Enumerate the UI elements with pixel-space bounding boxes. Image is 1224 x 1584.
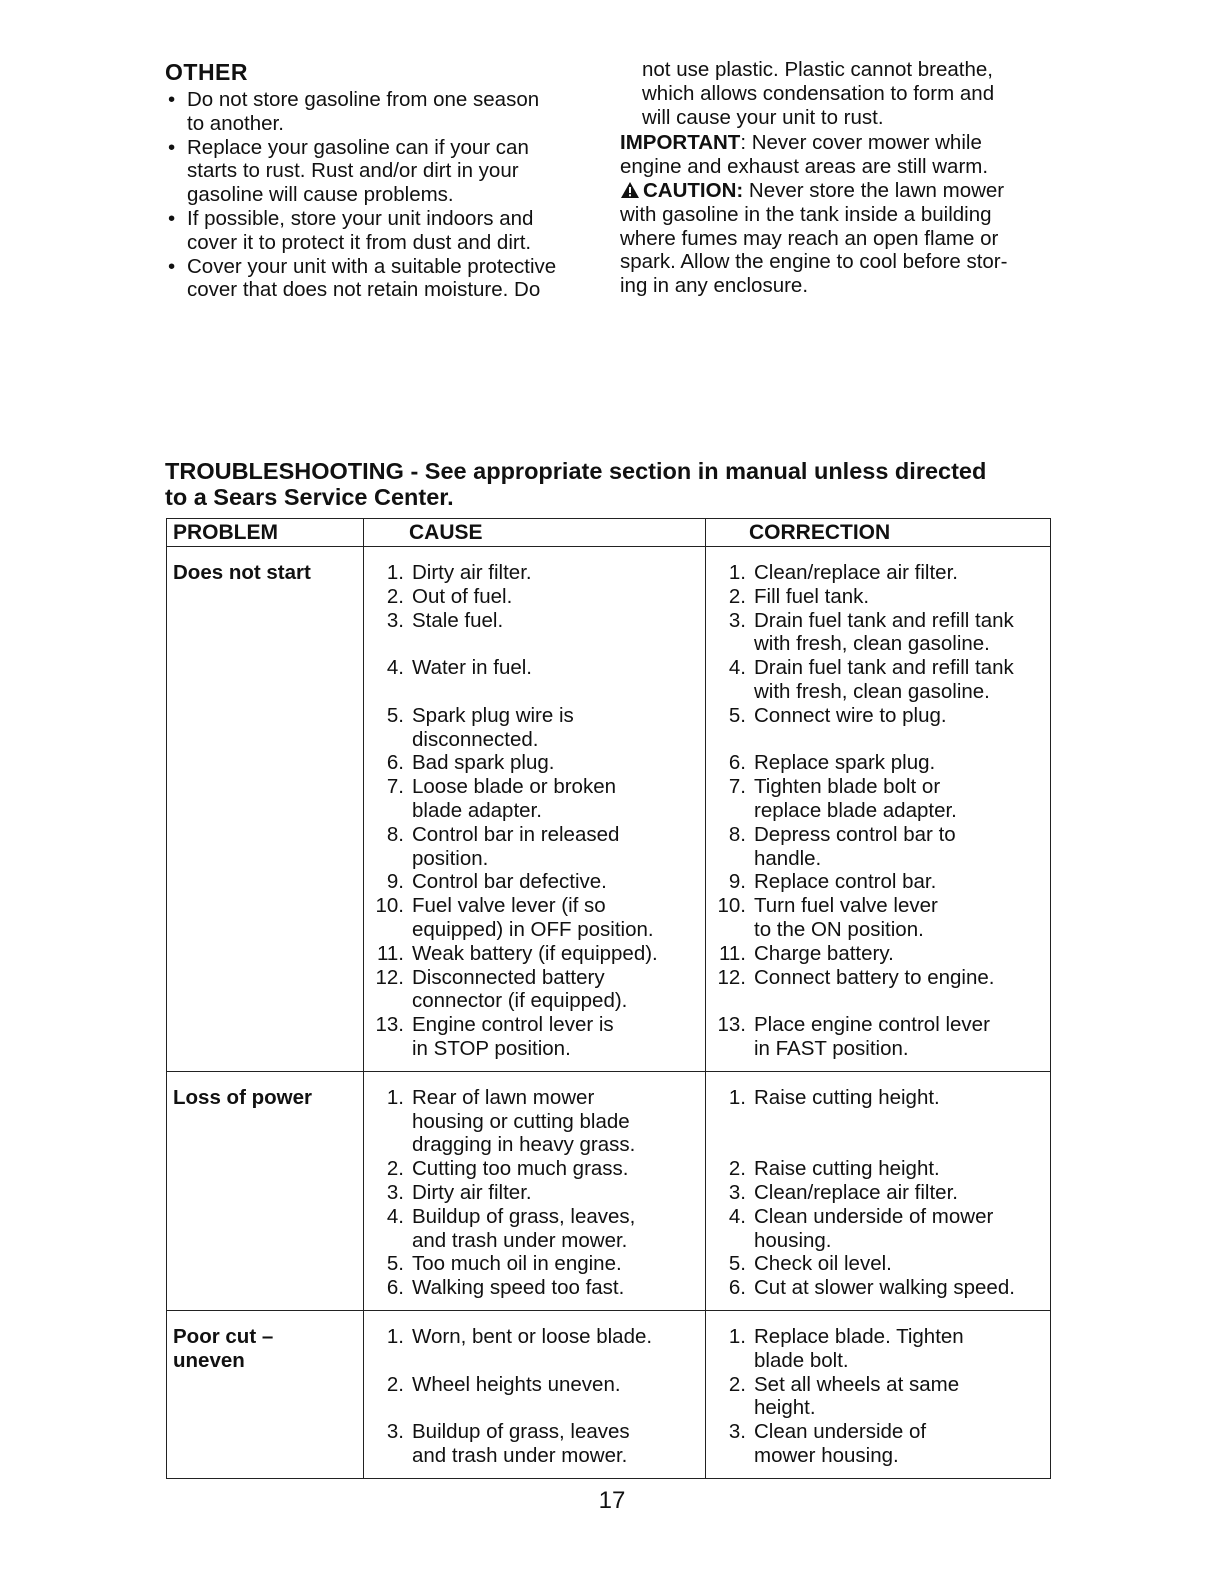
item-text: disconnected.: [412, 727, 539, 751]
list-item: [712, 1420, 1044, 1444]
item-text: Engine control lever is: [412, 1013, 614, 1037]
item-number: 5.: [386, 703, 404, 727]
item-number: 8.: [728, 822, 746, 846]
item-number: 1.: [386, 1324, 404, 1348]
item-number: 6.: [386, 751, 404, 775]
item-text: replace blade adapter.: [754, 798, 957, 822]
item-text: Drain fuel tank and refill tank: [754, 608, 1014, 632]
item-text: Buildup of grass, leaves: [412, 1420, 630, 1444]
title-line: TROUBLESHOOTING - See appropriate section in manual unless directed: [165, 458, 987, 484]
list-item: [370, 989, 699, 1013]
list-item: • If possible, store your unit indoors and cover it to protect it from dust and dirt.: [165, 207, 605, 255]
problem-cell: [167, 1310, 364, 1478]
list-item: [370, 1325, 699, 1349]
item-number: [370, 1110, 412, 1134]
item-text: Turn fuel valve lever: [754, 894, 938, 918]
item-text: Buildup of grass, leaves,: [412, 1204, 636, 1228]
item-number: 5.: [728, 703, 746, 727]
list-item: [712, 1157, 1044, 1181]
item-text: Water in fuel.: [412, 656, 533, 680]
list-item: [370, 632, 699, 656]
item-number: [712, 1396, 754, 1420]
item-text: Clean underside of mower: [754, 1204, 994, 1228]
item-number: 6.: [728, 1276, 746, 1300]
cause-cell: [364, 547, 706, 1072]
page-number: 17: [598, 1487, 626, 1514]
item-number: 4.: [386, 656, 404, 680]
item-text: Too much oil in engine.: [412, 1252, 622, 1276]
item-number: 12.: [375, 965, 404, 989]
item-number: 2.: [386, 1372, 404, 1396]
item-number: [370, 1133, 412, 1157]
item-number: 1.: [386, 561, 404, 584]
list-item: [712, 632, 1044, 656]
caution-text: with gasoline in the tank inside a building: [620, 202, 992, 226]
item-text: Cutting too much grass.: [412, 1157, 629, 1181]
list-item: [712, 1373, 1044, 1397]
item-text: position.: [412, 846, 489, 870]
bullet-line: cover that does not retain moisture. Do: [187, 278, 541, 302]
item-number: 13.: [375, 1013, 404, 1037]
cause-cell: [364, 1071, 706, 1310]
problem-cell: [167, 1071, 364, 1310]
other-heading: OTHER: [165, 59, 248, 85]
item-number: 4.: [728, 1204, 746, 1228]
correction-cell: [706, 547, 1051, 1072]
item-number: [370, 1444, 412, 1468]
list-item: • Do not store gasoline from one season to another.: [165, 88, 605, 136]
bullet-line: cover it to protect it from dust and dirt.: [187, 230, 532, 254]
list-item: [370, 823, 699, 847]
item-number: 3.: [386, 1180, 404, 1204]
list-item: [370, 966, 699, 990]
item-text: Dirty air filter.: [412, 561, 532, 584]
correction-cell: [706, 1071, 1051, 1310]
item-number: [370, 728, 412, 752]
cause-cell: [364, 1310, 706, 1478]
item-text: Weak battery (if equipped).: [412, 941, 658, 965]
list-item: [370, 1157, 699, 1181]
item-text: Drain fuel tank and refill tank: [754, 656, 1014, 680]
item-text: Bad spark plug.: [412, 751, 555, 775]
item-number: [712, 1229, 754, 1253]
item-number: 6.: [386, 1276, 404, 1300]
item-text: Stale fuel.: [412, 608, 504, 632]
bullet-line: to another.: [187, 111, 284, 135]
list-item: [712, 942, 1044, 966]
item-text: Fuel valve lever (if so: [412, 894, 606, 918]
list-item: [370, 1037, 699, 1061]
list-item: [712, 1205, 1044, 1229]
list-item: [712, 1013, 1044, 1037]
item-text: Disconnected battery: [412, 965, 605, 989]
list-item: [370, 1086, 699, 1110]
list-item: [370, 1229, 699, 1253]
item-text: Raise cutting height.: [754, 1085, 940, 1109]
problem-cell: [167, 547, 364, 1072]
list-item: [712, 1133, 1044, 1157]
list-item: [370, 1205, 699, 1229]
item-text: height.: [754, 1396, 816, 1420]
item-text: Connect battery to engine.: [754, 965, 995, 989]
list-item: [370, 918, 699, 942]
item-text: Tighten blade bolt or: [754, 775, 941, 799]
item-number: 13.: [717, 1013, 746, 1037]
important-note: [620, 131, 1060, 179]
continuation-line: which allows condensation to form and: [642, 81, 995, 105]
item-number: [370, 918, 412, 942]
item-number: 1.: [728, 1324, 746, 1348]
item-number: 8.: [386, 822, 404, 846]
list-item: [712, 561, 1044, 585]
list-item: [370, 1349, 699, 1373]
caution-label: CAUTION:: [643, 178, 744, 202]
item-number: [712, 1444, 754, 1468]
item-number: 5.: [386, 1252, 404, 1276]
item-number: [370, 1229, 412, 1253]
item-number: 4.: [386, 1204, 404, 1228]
item-number: [370, 1037, 412, 1061]
table-row: [167, 547, 1051, 1072]
list-item: [712, 799, 1044, 823]
list-item: [370, 1373, 699, 1397]
problem-text: Does not start: [173, 561, 311, 584]
item-text: Fill fuel tank.: [754, 584, 870, 608]
list-item: [370, 942, 699, 966]
bullet-continuation: [620, 58, 1060, 129]
item-text: [412, 632, 699, 656]
item-number: 2.: [728, 584, 746, 608]
list-item: [712, 1252, 1044, 1276]
list-item: [712, 918, 1044, 942]
list-item: [370, 775, 699, 799]
other-section-right: [620, 58, 1060, 298]
item-text: Clean/replace air filter.: [754, 1180, 958, 1204]
caution-text: Never store the lawn mower: [743, 178, 1005, 202]
item-text: in FAST position.: [754, 1036, 909, 1060]
item-text: [754, 728, 1044, 752]
item-text: Replace spark plug.: [754, 751, 936, 775]
list-item: [370, 1444, 699, 1468]
item-number: [712, 1133, 754, 1157]
item-number: [712, 632, 754, 656]
item-text: Out of fuel.: [412, 584, 513, 608]
item-number: [370, 989, 412, 1013]
item-number: 7.: [728, 775, 746, 799]
item-number: 3.: [728, 1420, 746, 1444]
troubleshooting-title: [165, 458, 1065, 510]
item-number: 12.: [717, 965, 746, 989]
item-number: [712, 847, 754, 871]
item-text: Connect wire to plug.: [754, 703, 947, 727]
item-number: 3.: [386, 608, 404, 632]
table-row: [167, 1310, 1051, 1478]
list-item: [712, 870, 1044, 894]
item-number: 11.: [719, 941, 746, 965]
item-text: [754, 1133, 1044, 1157]
list-item: [370, 1252, 699, 1276]
list-item: [712, 680, 1044, 704]
item-number: [370, 1349, 412, 1373]
list-item: [370, 1420, 699, 1444]
problem-text: Poor cut –: [173, 1324, 274, 1348]
item-number: 5.: [728, 1252, 746, 1276]
item-text: Replace control bar.: [754, 870, 937, 894]
item-text: with fresh, clean gasoline.: [754, 632, 990, 656]
list-item: [370, 1276, 699, 1300]
list-item: [712, 1110, 1044, 1134]
title-line: to a Sears Service Center.: [165, 484, 454, 510]
list-item: [370, 656, 699, 680]
item-text: Wheel heights uneven.: [412, 1372, 621, 1396]
caution-text: spark. Allow the engine to cool before stor-: [620, 250, 1008, 274]
item-text: Set all wheels at same: [754, 1372, 960, 1396]
item-text: Clean/replace air filter.: [754, 561, 958, 584]
item-number: 10.: [717, 894, 746, 918]
list-item: [712, 1276, 1044, 1300]
header-correction: CORRECTION: [706, 519, 1051, 547]
item-number: 4.: [728, 656, 746, 680]
item-number: 3.: [386, 1420, 404, 1444]
list-item: [370, 585, 699, 609]
item-number: [712, 1349, 754, 1373]
item-number: 9.: [386, 870, 404, 894]
list-item: [712, 1181, 1044, 1205]
problem-text: uneven: [173, 1348, 245, 1372]
item-text: equipped) in OFF position.: [412, 917, 654, 941]
list-item: • Replace your gasoline can if your can starts to rust. Rust and/or dirt in your gasoline will cause problems.: [165, 136, 605, 207]
item-text: Depress control bar to: [754, 822, 956, 846]
item-number: 2.: [728, 1372, 746, 1396]
item-number: 1.: [728, 561, 746, 584]
list-item: [712, 894, 1044, 918]
bullet-line: starts to rust. Rust and/or dirt in your: [187, 159, 519, 183]
item-text: [754, 1110, 1044, 1134]
item-number: [370, 680, 412, 704]
list-item: [712, 656, 1044, 680]
table-row: [167, 1071, 1051, 1310]
item-text: [412, 1396, 699, 1420]
warning-triangle-icon: [620, 181, 640, 199]
item-number: [712, 799, 754, 823]
item-text: blade bolt.: [754, 1348, 849, 1372]
item-number: 6.: [728, 751, 746, 775]
list-item: [712, 775, 1044, 799]
continuation-line: not use plastic. Plastic cannot breathe,: [642, 58, 993, 81]
list-item: [712, 751, 1044, 775]
item-text: housing.: [754, 1228, 832, 1252]
list-item: [370, 847, 699, 871]
bullet-line: Cover your unit with a suitable protective: [187, 254, 557, 278]
item-number: 3.: [728, 608, 746, 632]
problem-text: Loss of power: [173, 1085, 312, 1109]
bullet-line: If possible, store your unit indoors and: [187, 206, 534, 230]
item-text: Spark plug wire is: [412, 703, 574, 727]
list-item: [712, 1086, 1044, 1110]
item-text: [412, 1349, 699, 1373]
item-text: to the ON position.: [754, 917, 924, 941]
item-number: [370, 847, 412, 871]
list-item: [712, 1037, 1044, 1061]
item-text: connector (if equipped).: [412, 989, 628, 1013]
item-number: [370, 1396, 412, 1420]
list-item: [370, 1133, 699, 1157]
item-text: Replace blade. Tighten: [754, 1324, 964, 1348]
list-item: [370, 728, 699, 752]
list-item: [712, 704, 1044, 728]
item-number: [370, 799, 412, 823]
list-item: [370, 894, 699, 918]
important-text: engine and exhaust areas are still warm.: [620, 155, 989, 179]
item-number: 7.: [386, 775, 404, 799]
item-text: Walking speed too fast.: [412, 1276, 625, 1300]
list-item: [712, 1229, 1044, 1253]
item-text: Cut at slower walking speed.: [754, 1276, 1015, 1300]
list-item: [370, 1396, 699, 1420]
list-item: [370, 799, 699, 823]
item-number: 10.: [375, 894, 404, 918]
item-number: [712, 680, 754, 704]
item-text: Control bar in released: [412, 822, 620, 846]
caution-note: [620, 179, 1060, 298]
other-bullet-list: [165, 88, 605, 302]
item-text: Worn, bent or loose blade.: [412, 1324, 653, 1348]
item-text: in STOP position.: [412, 1036, 571, 1060]
caution-text: ing in any enclosure.: [620, 274, 809, 298]
header-problem: PROBLEM: [167, 519, 364, 547]
header-cause: CAUSE: [364, 519, 706, 547]
item-text: Loose blade or broken: [412, 775, 617, 799]
item-text: Control bar defective.: [412, 870, 607, 894]
item-number: 2.: [386, 584, 404, 608]
item-text: dragging in heavy grass.: [412, 1133, 636, 1157]
troubleshooting-table: [166, 518, 1051, 1479]
item-number: 9.: [728, 870, 746, 894]
list-item: [712, 585, 1044, 609]
list-item: [370, 561, 699, 585]
list-item: [712, 1349, 1044, 1373]
important-text: : Never cover mower while: [740, 131, 982, 155]
item-text: Raise cutting height.: [754, 1157, 940, 1181]
list-item: [370, 609, 699, 633]
item-number: [712, 1037, 754, 1061]
item-text: Charge battery.: [754, 941, 894, 965]
list-item: [712, 609, 1044, 633]
important-label: IMPORTANT: [620, 131, 741, 155]
item-text: mower housing.: [754, 1443, 899, 1467]
list-item: [370, 1110, 699, 1134]
item-text: blade adapter.: [412, 798, 542, 822]
item-number: 1.: [386, 1085, 404, 1109]
item-number: 2.: [728, 1157, 746, 1181]
list-item: [712, 847, 1044, 871]
list-item: [712, 966, 1044, 990]
item-number: [712, 989, 754, 1013]
bullet-line: Replace your gasoline can if your can: [187, 135, 529, 159]
item-text: Clean underside of: [754, 1420, 927, 1444]
item-number: 2.: [386, 1157, 404, 1181]
other-section-left: [165, 58, 605, 302]
item-number: [712, 918, 754, 942]
table-header-row: [167, 519, 1051, 547]
list-item: [712, 728, 1044, 752]
item-text: and trash under mower.: [412, 1228, 628, 1252]
item-text: [754, 989, 1044, 1013]
item-text: Rear of lawn mower: [412, 1085, 595, 1109]
continuation-line: will cause your unit to rust.: [642, 105, 884, 129]
item-text: Check oil level.: [754, 1252, 892, 1276]
item-text: with fresh, clean gasoline.: [754, 679, 990, 703]
bullet-line: Do not store gasoline from one season: [187, 88, 540, 111]
item-number: 1.: [728, 1085, 746, 1109]
list-item: [712, 1396, 1044, 1420]
item-number: 11.: [377, 941, 404, 965]
item-number: [712, 1110, 754, 1134]
item-text: Dirty air filter.: [412, 1180, 532, 1204]
item-text: [412, 680, 699, 704]
bullet-line: gasoline will cause problems.: [187, 183, 454, 207]
list-item: [370, 1013, 699, 1037]
correction-cell: [706, 1310, 1051, 1478]
item-number: [712, 728, 754, 752]
item-number: 3.: [728, 1180, 746, 1204]
item-text: and trash under mower.: [412, 1443, 628, 1467]
list-item: [712, 823, 1044, 847]
list-item: [370, 704, 699, 728]
item-text: housing or cutting blade: [412, 1109, 630, 1133]
list-item: • Cover your unit with a suitable protective cover that does not retain moisture. Do: [165, 255, 605, 303]
caution-text: where fumes may reach an open flame or: [620, 226, 999, 250]
list-item: [712, 989, 1044, 1013]
list-item: [712, 1325, 1044, 1349]
list-item: [712, 1444, 1044, 1468]
item-text: handle.: [754, 846, 822, 870]
list-item: [370, 751, 699, 775]
list-item: [370, 680, 699, 704]
item-text: Place engine control lever: [754, 1013, 990, 1037]
list-item: [370, 870, 699, 894]
item-number: [370, 632, 412, 656]
list-item: [370, 1181, 699, 1205]
